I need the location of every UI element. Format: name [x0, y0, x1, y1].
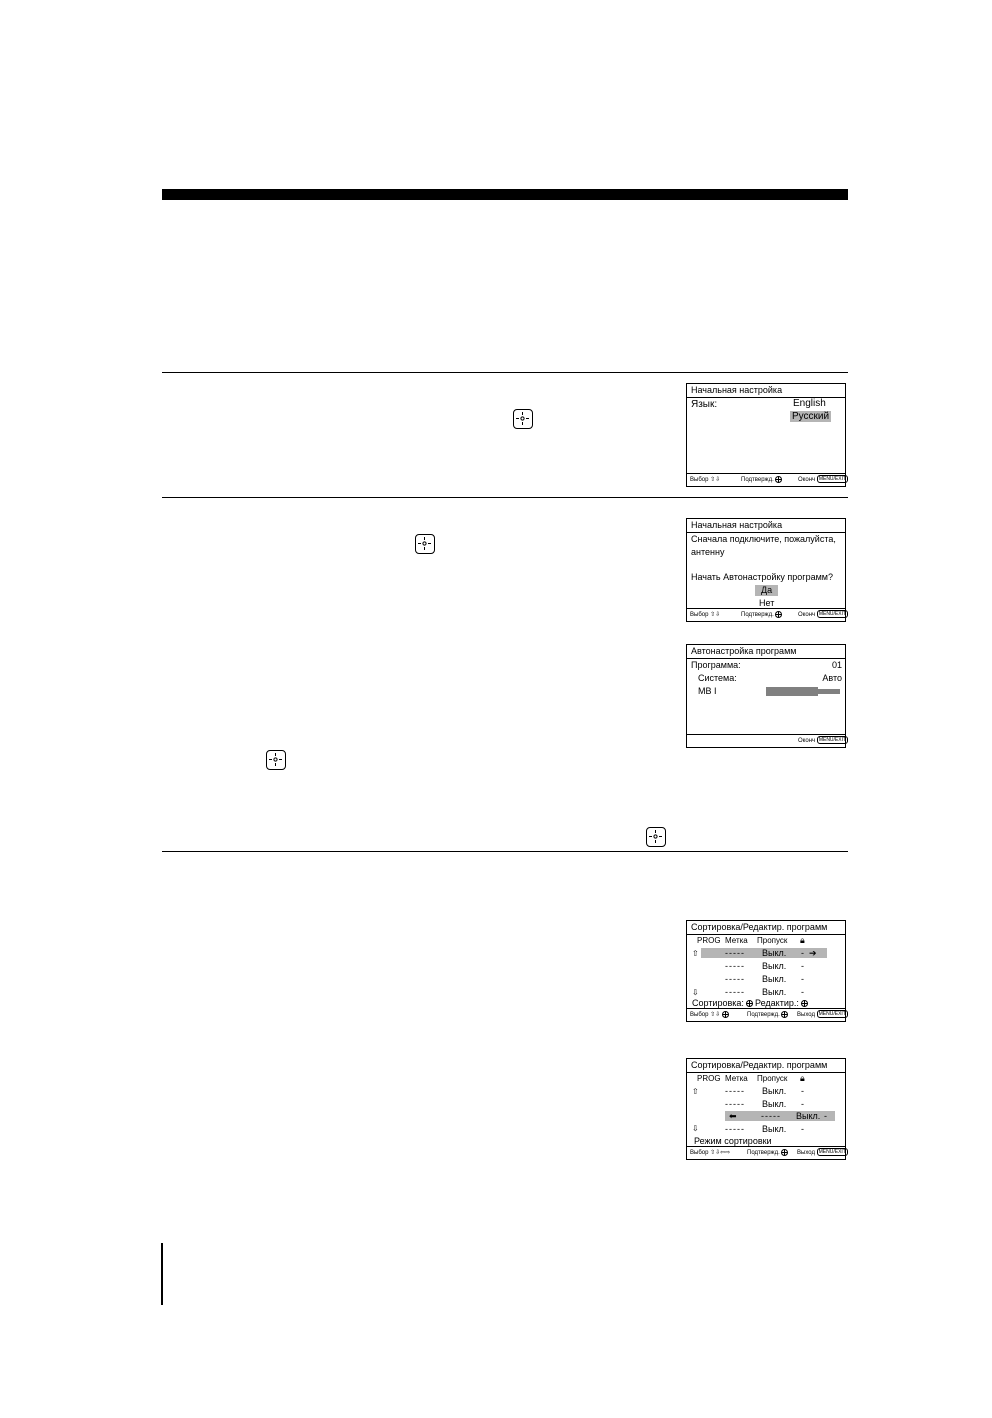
menu-exit-key: MENU/EXIT [818, 476, 847, 483]
screen-footer [687, 608, 845, 621]
ok-button-icon [415, 534, 435, 554]
footer-select: Выбор ⇧⇩ [690, 477, 721, 483]
system-label: Система: [698, 673, 737, 683]
band-label: МВ I [698, 686, 717, 696]
ok-button-icon [646, 827, 666, 847]
footer-exit: Выход MENU/EXIT [797, 1149, 846, 1156]
footer-select: Выбор ⇧⇩⇦⇨ [690, 1150, 731, 1156]
sort-icon [746, 1000, 753, 1007]
footer-confirm: Подтвержд. [741, 474, 782, 486]
row-label: ----- [725, 974, 745, 984]
ok-icon [781, 1149, 788, 1156]
menu-exit-key: MENU/EXIT [818, 737, 847, 744]
ok-icon [801, 1000, 808, 1007]
tv-screen-language [686, 383, 846, 487]
screen-footer [687, 734, 845, 747]
row-label: ----- [725, 987, 745, 997]
autotune-question: Начать Автонастройку программ? [691, 572, 833, 582]
ok-icon [775, 611, 782, 618]
ok-button-icon [513, 409, 533, 429]
row-label: ----- [725, 948, 745, 958]
footer-confirm: Подтвержд. [747, 1147, 788, 1159]
footer-select: Выбор ⇧⇩ [690, 612, 721, 618]
row-lock: - [801, 1099, 804, 1109]
menu-exit-key: MENU/EXIT [818, 611, 847, 618]
sort-icon [722, 1011, 729, 1018]
footer-end: Оконч MENU/EXIT [798, 737, 847, 744]
header-bar [162, 189, 848, 200]
tv-screen-antenna [686, 518, 846, 622]
footer-end: Оконч MENU/EXIT [798, 611, 847, 618]
footer-confirm: Подтвержд. [741, 609, 782, 621]
screen-footer [687, 1146, 845, 1159]
row-lock: - [801, 974, 804, 984]
scroll-down-icon: ⇩ [692, 1124, 699, 1133]
tuning-progress-bar [766, 687, 842, 696]
ok-button-icon [266, 750, 286, 770]
system-value: Авто [822, 673, 842, 683]
section-divider-2 [162, 497, 848, 498]
row-skip: Выкл. [762, 1099, 787, 1109]
ok-icon [775, 476, 782, 483]
program-label: Программа: [691, 660, 741, 670]
row-skip: Выкл. [762, 1124, 787, 1134]
row-lock: - [801, 1086, 804, 1096]
row-lock: - [801, 1124, 804, 1134]
row-label: ----- [725, 1124, 745, 1134]
lock-icon: 🔒︎ [800, 935, 805, 945]
row-lock: - [801, 987, 804, 997]
col-prog: PROG [697, 1074, 721, 1083]
row-skip: Выкл. [762, 987, 787, 997]
tv-screen-autotune [686, 644, 846, 748]
tv-screen-sort-mode [686, 1058, 846, 1160]
option-no: Нет [759, 598, 775, 608]
row-skip: Выкл. [796, 1111, 821, 1121]
scroll-up-icon: ⇧ [692, 949, 699, 958]
col-label: Метка [725, 936, 748, 945]
col-prog: PROG [697, 936, 721, 945]
option-yes: Да [755, 585, 778, 596]
language-option-russian: Русский [792, 411, 830, 422]
scroll-down-icon: ⇩ [692, 988, 699, 997]
footer-end: Оконч MENU/EXIT [798, 476, 847, 483]
scroll-up-icon: ⇧ [692, 1087, 699, 1096]
screen-footer [687, 1008, 845, 1021]
row-skip: Выкл. [762, 961, 787, 971]
row-lock: - [801, 948, 804, 958]
program-value: 01 [831, 660, 842, 670]
row-label: ----- [725, 961, 745, 971]
ok-icon [781, 1011, 788, 1018]
screen-title: Сортировка/Редактир. программ [687, 1059, 845, 1073]
row-skip: Выкл. [762, 948, 787, 958]
sort-label: Сортировка: [692, 998, 753, 1009]
arrow-left-icon: ⬅ [729, 1111, 737, 1121]
row-label: ----- [761, 1111, 781, 1121]
footer-confirm: Подтвержд. [747, 1009, 788, 1021]
footer-exit: Выход MENU/EXIT [797, 1011, 846, 1018]
screen-title: Начальная настройка [687, 519, 845, 533]
screen-title: Сортировка/Редактир. программ [687, 921, 845, 935]
row-skip: Выкл. [762, 1086, 787, 1096]
screen-footer [687, 473, 845, 486]
language-label: Язык: [691, 399, 718, 410]
tv-screen-sort-edit [686, 920, 846, 1022]
row-lock: - [824, 1111, 827, 1121]
sort-mode-label: Режим сортировки [694, 1136, 772, 1146]
col-skip: Пропуск [757, 936, 788, 945]
screen-title: Начальная настройка [687, 384, 845, 398]
menu-exit-key: MENU/EXIT [818, 1149, 846, 1156]
footer-select: Выбор ⇧⇩ [690, 1009, 729, 1021]
section-divider-3 [162, 851, 848, 852]
edit-label: Редактир.: [755, 998, 808, 1009]
section-divider-1 [162, 372, 848, 373]
language-option-english: English [793, 398, 826, 409]
page-margin-line [161, 1243, 163, 1305]
col-skip: Пропуск [757, 1074, 788, 1083]
antenna-line-1: Сначала подключите, пожалуйста, [691, 534, 836, 544]
arrow-right-icon: ➔ [809, 948, 817, 958]
row-lock: - [801, 961, 804, 971]
row-label: ----- [725, 1086, 745, 1096]
col-label: Метка [725, 1074, 748, 1083]
screen-title: Автонастройка программ [687, 645, 845, 659]
row-label: ----- [725, 1099, 745, 1109]
menu-exit-key: MENU/EXIT [818, 1011, 846, 1018]
antenna-line-2: антенну [691, 547, 725, 557]
lock-icon: 🔒︎ [800, 1073, 805, 1083]
row-skip: Выкл. [762, 974, 787, 984]
